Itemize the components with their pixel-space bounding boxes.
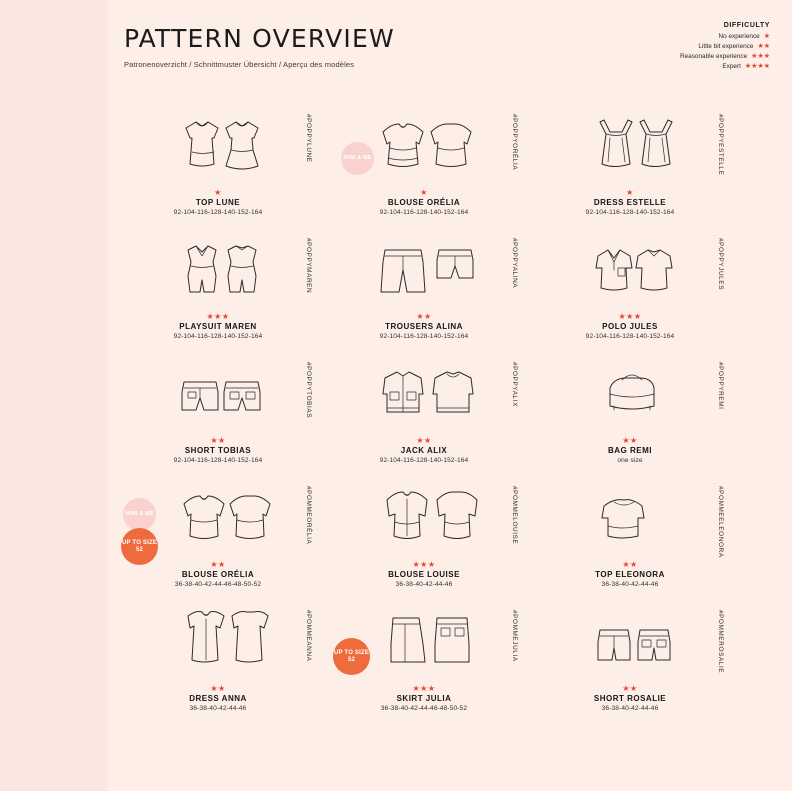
pattern-hashtag: #POPPYREMI	[717, 362, 724, 410]
legend-item-little-bit-experience	[680, 42, 770, 52]
pattern-meta	[586, 312, 675, 340]
legend-stars: ★	[763, 33, 770, 40]
pattern-name: BLOUSE ORÉLIA	[181, 570, 255, 579]
pattern-card-blouse-orelia-kids[interactable]	[330, 112, 518, 236]
pattern-card-playsuit-maren[interactable]	[124, 236, 312, 360]
pattern-hashtag: #POMMEROSALIE	[717, 610, 724, 674]
pattern-hashtag: #POMMEELEONORA	[717, 486, 724, 558]
badge-label: UP TO SIZE 52	[121, 539, 158, 553]
pattern-name: JACK ALIX	[400, 446, 448, 455]
badge-mini-and-me	[341, 142, 374, 175]
pattern-sizes: 92-104-116-128-140-152-164	[585, 333, 675, 340]
badge-label: UP TO SIZE 52	[333, 649, 370, 663]
pattern-name: BAG REMI	[608, 446, 652, 455]
pattern-row	[124, 608, 774, 732]
badge-label: MINI & ME	[125, 511, 154, 517]
pattern-difficulty: ★★★	[618, 312, 642, 321]
pattern-meta	[381, 684, 467, 712]
legend-label: No experience	[718, 33, 760, 40]
pattern-sizes: 92-104-116-128-140-152-164	[379, 333, 469, 340]
pattern-difficulty: ★★	[622, 560, 638, 569]
pattern-sizes: 36-38-40-42-44-46	[189, 705, 247, 712]
pattern-hashtag: #POPPYJULES	[717, 238, 724, 291]
pattern-illustration-short-tobias	[143, 360, 293, 432]
pattern-hashtag: #POMMEANNA	[305, 610, 312, 662]
pattern-meta	[189, 684, 247, 712]
difficulty-legend	[680, 22, 770, 72]
pattern-name: PLAYSUIT MAREN	[179, 322, 257, 331]
pattern-name: DRESS ANNA	[189, 694, 247, 703]
pattern-card-top-lune[interactable]	[124, 112, 312, 236]
pattern-sizes: 92-104-116-128-140-152-164	[585, 209, 675, 216]
pattern-meta	[175, 560, 261, 588]
pattern-meta	[174, 436, 263, 464]
pattern-card-trousers-alina[interactable]	[330, 236, 518, 360]
pattern-difficulty: ★★	[210, 684, 226, 693]
pattern-hashtag: #POPPYMAREN	[305, 238, 312, 294]
pattern-name: BLOUSE LOUISE	[388, 570, 460, 579]
pattern-sizes: 92-104-116-128-140-152-164	[379, 457, 469, 464]
pattern-meta	[380, 188, 469, 216]
pattern-illustration-dress-estelle	[555, 112, 705, 184]
pattern-illustration-short-rosalie	[555, 608, 705, 680]
pattern-difficulty: ★	[420, 188, 428, 197]
pattern-illustration-blouse-louise	[349, 484, 499, 556]
legend-stars: ★★	[757, 43, 770, 50]
pattern-sizes: 36-38-40-42-44-46	[601, 705, 659, 712]
pattern-hashtag: #POMMEJULIA	[511, 610, 518, 662]
pattern-difficulty: ★	[626, 188, 634, 197]
pattern-name: SKIRT JULIA	[396, 694, 452, 703]
pattern-sizes: one size	[617, 457, 643, 464]
pattern-name: BLOUSE ORÉLIA	[387, 198, 461, 207]
pattern-name: SHORT ROSALIE	[593, 694, 667, 703]
pattern-card-short-rosalie[interactable]	[536, 608, 724, 732]
legend-item-reasonable-experience	[680, 52, 770, 62]
pattern-sizes: 36-38-40-42-44-46	[395, 581, 453, 588]
pattern-sizes: 92-104-116-128-140-152-164	[173, 333, 263, 340]
pattern-sizes: 36-38-40-42-44-46-48-50-52	[174, 581, 262, 588]
pattern-row	[124, 236, 774, 360]
legend-item-expert	[680, 62, 770, 72]
pattern-meta	[380, 436, 469, 464]
pattern-card-jack-alix[interactable]	[330, 360, 518, 484]
legend-label: Little bit experience	[698, 43, 754, 50]
pattern-illustration-blouse-orelia-kids	[343, 112, 499, 184]
pattern-name: DRESS ESTELLE	[593, 198, 667, 207]
pattern-difficulty: ★★	[416, 436, 432, 445]
pattern-illustration-skirt-julia	[333, 608, 499, 680]
pattern-name: POLO JULES	[602, 322, 658, 331]
pattern-card-skirt-julia[interactable]	[330, 608, 518, 732]
pattern-difficulty: ★★	[210, 436, 226, 445]
pattern-meta	[174, 188, 263, 216]
pattern-difficulty: ★★	[622, 436, 638, 445]
pattern-hashtag: #POMMELOUISE	[511, 486, 518, 545]
pattern-sizes: 92-104-116-128-140-152-164	[173, 209, 263, 216]
pattern-card-short-tobias[interactable]	[124, 360, 312, 484]
pattern-meta	[388, 560, 460, 588]
pattern-meta	[608, 436, 652, 464]
pattern-hashtag: #POPPYALINA	[511, 238, 518, 289]
pattern-difficulty: ★★	[622, 684, 638, 693]
pattern-hashtag: #POPPYTOBIAS	[305, 362, 312, 419]
page-subtitle: Patronenoverzicht / Schnittmuster Übersicht / Aperçu des modèles	[124, 60, 355, 69]
pattern-grid	[121, 112, 774, 732]
pattern-hashtag: #POMMEORÉLIA	[305, 486, 312, 545]
pattern-difficulty: ★★★	[206, 312, 230, 321]
pattern-difficulty: ★★	[210, 560, 226, 569]
pattern-illustration-dress-anna	[143, 608, 293, 680]
pattern-difficulty: ★★★	[412, 684, 436, 693]
pattern-row	[121, 484, 774, 608]
pattern-illustration-playsuit-maren	[143, 236, 293, 308]
pattern-name: SHORT TOBIAS	[184, 446, 252, 455]
pattern-sizes: 92-104-116-128-140-152-164	[379, 209, 469, 216]
pattern-name: TROUSERS ALINA	[385, 322, 463, 331]
legend-item-no-experience	[680, 32, 770, 42]
pattern-illustration-top-eleonora	[555, 484, 705, 556]
pattern-card-blouse-orelia-women[interactable]	[121, 484, 312, 608]
pattern-meta	[595, 560, 665, 588]
pattern-row	[124, 112, 774, 236]
legend-label: Expert	[722, 63, 741, 70]
pattern-illustration-trousers-alina	[349, 236, 499, 308]
pattern-card-blouse-louise[interactable]	[330, 484, 518, 608]
page-title: PATTERN OVERVIEW	[124, 24, 395, 53]
pattern-sizes: 36-38-40-42-44-46	[601, 581, 659, 588]
pattern-difficulty: ★★★	[412, 560, 436, 569]
pattern-meta	[174, 312, 263, 340]
pattern-card-dress-estelle[interactable]	[536, 112, 724, 236]
legend-stars: ★★★	[751, 53, 770, 60]
pattern-sizes: 36-38-40-42-44-46-48-50-52	[380, 705, 468, 712]
pattern-hashtag: #POPPYORÉLIA	[511, 114, 518, 171]
badge-up-to-size-52	[121, 528, 158, 565]
page-header	[124, 24, 395, 69]
pattern-row	[124, 360, 774, 484]
pattern-difficulty: ★	[214, 188, 222, 197]
legend-label: Reasonable experience	[680, 53, 748, 60]
pattern-hashtag: #POPPYALIX	[511, 362, 518, 407]
pattern-name: TOP ELEONORA	[595, 570, 665, 579]
pattern-hashtag: #POPPYLUNE	[305, 114, 312, 163]
pattern-meta	[586, 188, 675, 216]
pattern-illustration-polo-jules	[555, 236, 705, 308]
pattern-card-top-eleonora[interactable]	[536, 484, 724, 608]
pattern-illustration-bag-remi	[555, 360, 705, 432]
pattern-card-polo-jules[interactable]	[536, 236, 724, 360]
pattern-illustration-top-lune	[143, 112, 293, 184]
badge-label: MINI & ME	[343, 155, 372, 161]
pattern-meta	[594, 684, 666, 712]
badge-mini-and-me	[123, 498, 156, 531]
pattern-card-dress-anna[interactable]	[124, 608, 312, 732]
pattern-hashtag: #POPPYESTELLE	[717, 114, 724, 176]
badge-up-to-size-52	[333, 638, 370, 675]
pattern-meta	[380, 312, 469, 340]
pattern-name: TOP LUNE	[195, 198, 241, 207]
legend-stars: ★★★★	[744, 63, 770, 70]
pattern-illustration-blouse-orelia-women	[121, 484, 293, 556]
pattern-sizes: 92-104-116-128-140-152-164	[173, 457, 263, 464]
pattern-difficulty: ★★	[416, 312, 432, 321]
pattern-card-bag-remi[interactable]	[536, 360, 724, 484]
pattern-illustration-jack-alix	[349, 360, 499, 432]
legend-title: DIFFICULTY	[723, 22, 770, 29]
